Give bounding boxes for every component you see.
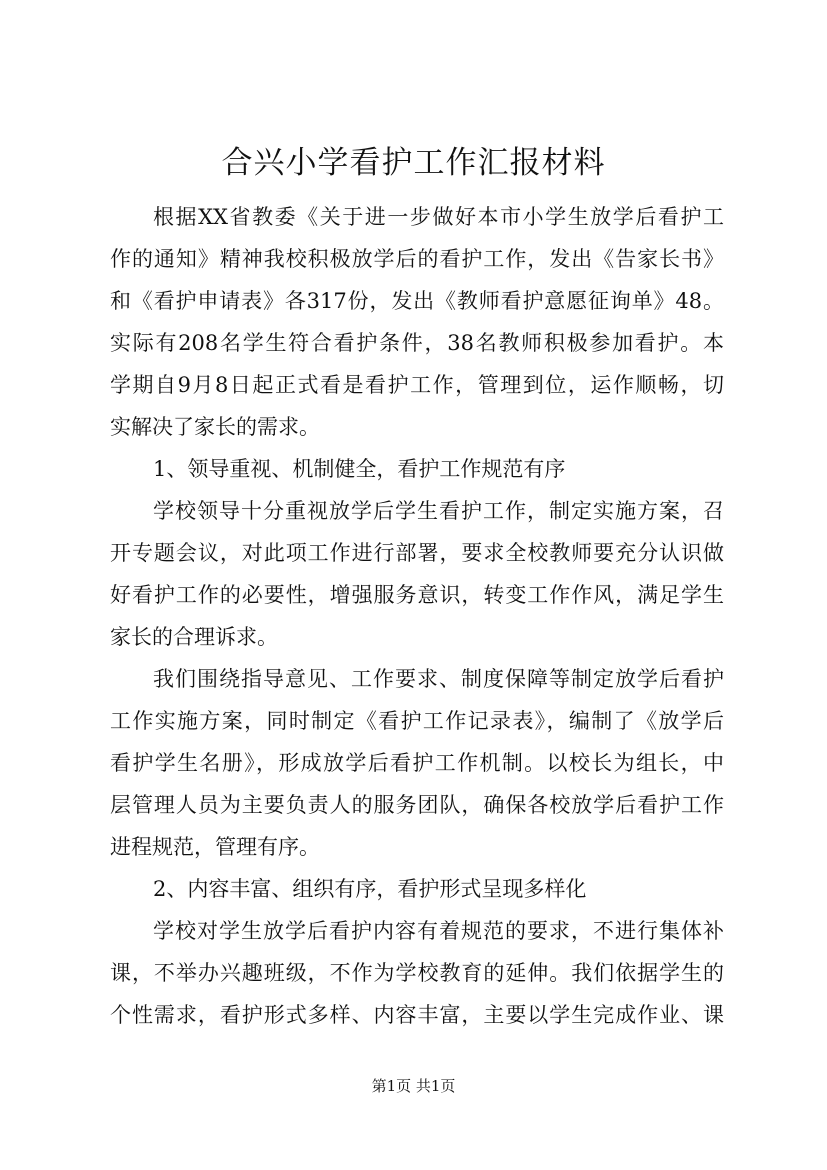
paragraph-line: 课，不举办兴趣班级，不作为学校教育的延伸。我们依据学生的	[110, 961, 724, 985]
paragraph-line: 开专题会议，对此项工作进行部署，要求全校教师要充分认识做	[110, 541, 724, 565]
paragraph-line: 实际有208名学生符合看护条件，38名教师积极参加看护。本	[110, 331, 724, 355]
section-heading: 2、内容丰富、组织有序，看护形式呈现多样化	[153, 877, 587, 901]
paragraph-line: 学校领导十分重视放学后学生看护工作，制定实施方案，召	[153, 499, 724, 523]
paragraph-line: 个性需求，看护形式多样、内容丰富，主要以学生完成作业、课	[110, 1003, 724, 1027]
paragraph-line: 学期自9月8日起正式看是看护工作，管理到位，运作顺畅，切	[110, 373, 724, 397]
paragraph-line: 好看护工作的必要性，增强服务意识，转变工作作风，满足学生	[110, 583, 724, 607]
section-heading: 1、领导重视、机制健全，看护工作规范有序	[153, 457, 566, 481]
paragraph-line: 和《看护申请表》各317份，发出《教师看护意愿征询单》48。	[110, 289, 724, 313]
page-number: 第1页 共1页	[371, 1077, 456, 1095]
paragraph-line: 我们围绕指导意见、工作要求、制度保障等制定放学后看护	[153, 667, 724, 691]
paragraph-line: 工作实施方案，同时制定《看护工作记录表》，编制了《放学后	[110, 709, 724, 733]
paragraph-line: 实解决了家长的需求。	[110, 415, 320, 439]
paragraph-line: 层管理人员为主要负责人的服务团队，确保各校放学后看护工作	[110, 793, 724, 817]
paragraph-line: 进程规范，管理有序。	[110, 835, 320, 859]
paragraph-line: 家长的合理诉求。	[110, 625, 278, 649]
paragraph-line: 看护学生名册》，形成放学后看护工作机制。以校长为组长，中	[110, 751, 724, 775]
paragraph-line: 作的通知》精神我校积极放学后的看护工作，发出《告家长书》	[110, 247, 724, 271]
paragraph-line: 学校对学生放学后看护内容有着规范的要求，不进行集体补	[153, 919, 724, 943]
document-title: 合兴小学看护工作汇报材料	[221, 145, 606, 181]
paragraph-line: 根据XX省教委《关于进一步做好本市小学生放学后看护工	[153, 205, 724, 229]
document-body	[110, 196, 724, 1036]
